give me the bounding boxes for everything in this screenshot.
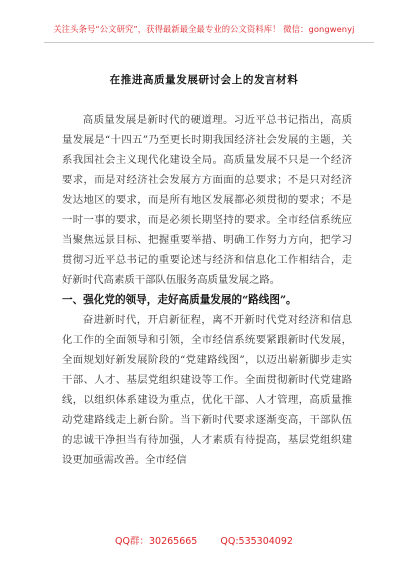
header-banner: 关注头条号“公文研究”，获得最新最全最专业的公文资料库！ 微信：gongwenyj — [53, 24, 355, 34]
section-1-paragraph: 奋进新时代，开启新征程，离不开新时代党对经济和信息化工作的全面领导和引领，全市经信系统要紧跟新时代发展，全面规划好新发展阶段的“党建路线图”，以迈出崭新脚步走实干部、人才、基层党组织建设等工作。全面贯彻新时代党建路线，以组织体系建设为重点，优化干部、人才管理，高质量推动党建路线走上新台阶。当下新时代要求逐渐变高，干部队伍的忠诚干净担当有待加强，人才素质有待提高，基层党组织建设更加亟需改善。全市经信 — [62, 314, 352, 466]
document-title: 在推进高质量发展研讨会上的发言材料 — [109, 74, 299, 86]
header-divider — [44, 42, 374, 43]
intro-paragraph: 高质量发展是新时代的硬道理。习近平总书记指出，高质量发展是“十四五”乃至更长时期我国经济社会发展的主题，关系我国社会主义现代化建设全局。高质量发展不只是一个经济要求，而是对经济社会发展方方面面的总要求；不是只对经济发达地区的要求，而是所有地区发展都必须贯彻的要求；不是一时一事的要求，而是必须长期坚持的要求。全市经信系统应当聚焦远景目标、把握重要举措、明确工作努力方向，把学习贯彻习近平总书记的重要论述与经济和信息化工作相结合，走好新时代高素质干部队伍服务高质量发展之路。 — [62, 114, 352, 286]
footer-qq-group: QQ群：30265665 — [115, 536, 198, 547]
section-1-heading: 一、强化党的领导，走好高质量发展的“路线图”。 — [62, 294, 297, 306]
footer — [0, 533, 408, 547]
document-body — [62, 110, 352, 470]
footer-qq: QQ:535304092 — [220, 536, 293, 547]
